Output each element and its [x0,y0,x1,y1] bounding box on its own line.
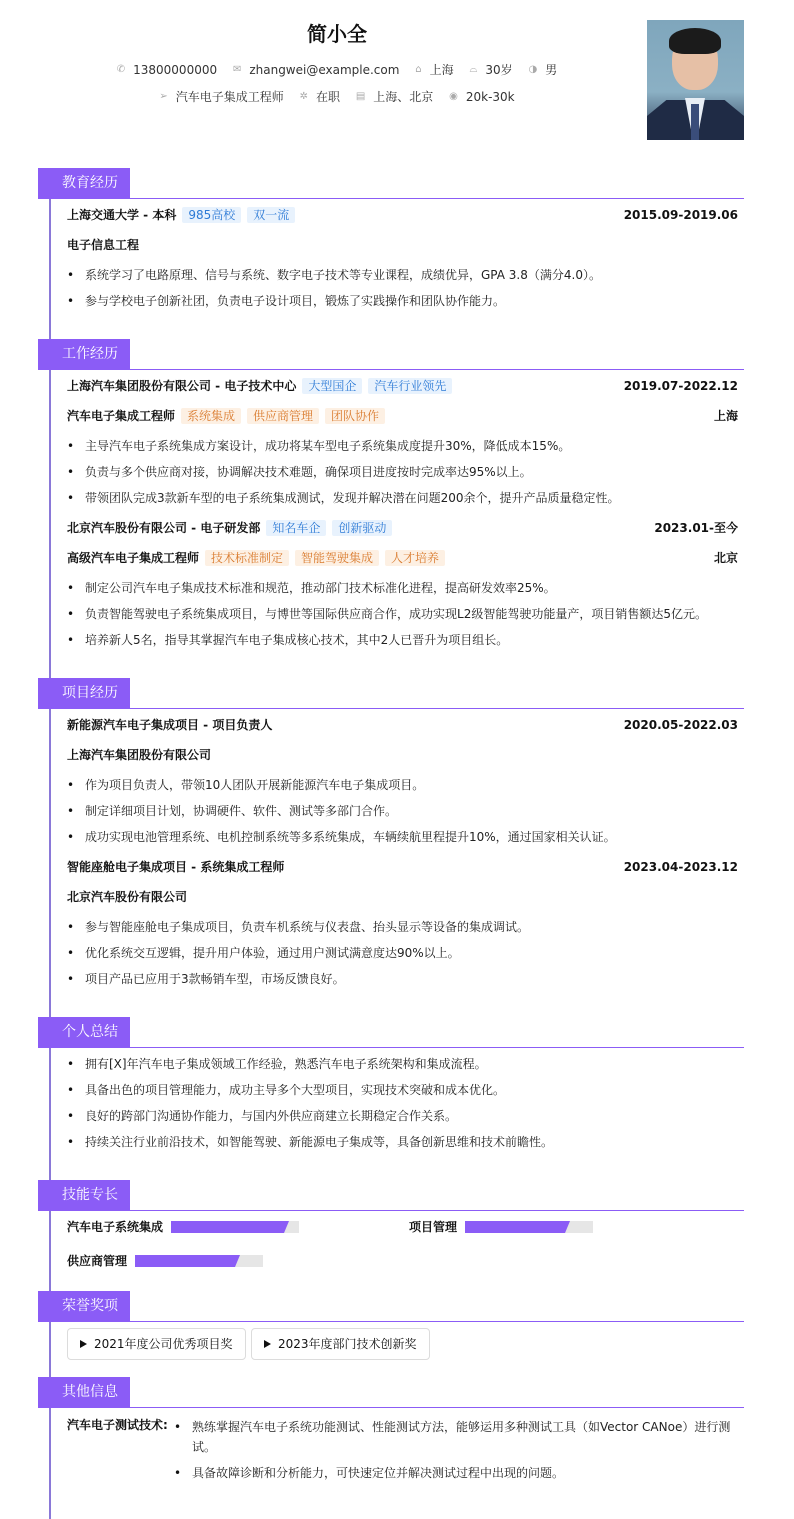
list-item: • 系统学习了电路原理、信号与系统、数字电子技术等专业课程，成绩优异，GPA 3.8（满分4.0）。 [67,267,738,283]
section-divider [38,198,744,199]
work-city: 上海 [713,409,738,423]
age-icon: ⌓ [469,64,478,75]
target-city-text: 上海、北京 [373,90,434,104]
school-name: 上海交通大学 - 本科 [67,208,177,222]
section-divider [38,369,744,370]
other-label: 汽车电子测试技术: [67,1418,168,1432]
age-text: 30岁 [485,63,513,77]
project-title: 智能座舱电子集成项目 - 系统集成工程师 [67,860,285,874]
job-intent-line [0,88,674,105]
section-title-honors: 荣誉奖项 [38,1291,130,1321]
honor-badge [251,1328,430,1360]
list-item: • 制定详细项目计划，协调硬件、软件、测试等多部门合作。 [67,803,738,819]
honor-text: 2023年度部门技术创新奖 [278,1337,417,1351]
section-title-skills: 技能专长 [38,1180,130,1210]
section-title-projects: 项目经历 [38,678,130,708]
tag: 双一流 [247,207,295,223]
section-divider [38,1210,744,1211]
honor-badge [67,1328,246,1360]
gender-text: 男 [545,63,558,77]
tag: 汽车行业领先 [368,378,452,394]
candidate-name: 简小全 [307,22,367,46]
salary-text: 20k-30k [465,89,515,104]
education-date: 2015.09-2019.06 [623,208,738,222]
section-title-other: 其他信息 [38,1377,130,1407]
work-date: 2019.07-2022.12 [623,379,738,393]
project-title-row [67,859,738,875]
skill-bar [465,1221,593,1233]
role-name: 高级汽车电子集成工程师 [67,551,200,565]
list-item: • 主导汽车电子系统集成方案设计，成功将某车型电子系统集成度提升30%，降低成本15%。 [67,438,738,454]
play-icon [80,1340,87,1348]
work-company-row [67,378,738,394]
list-item: • 参与智能座舱电子集成项目，负责车机系统与仪表盘、抬头显示等设备的集成调试。 [67,919,738,935]
target-role-item [159,88,283,105]
project-org: 北京汽车股份有限公司 [67,890,188,904]
skill-label: 项目管理 [409,1220,458,1234]
skill-label: 汽车电子系统集成 [67,1220,164,1234]
city-item [415,61,453,78]
section-divider [38,1321,744,1322]
send-icon: ➢ [159,91,168,102]
section-divider [38,1047,744,1048]
skill-label: 供应商管理 [67,1254,128,1268]
work-role-row [67,550,738,566]
project-date: 2023.04-2023.12 [623,860,738,874]
list-item: • 负责智能驾驶电子系统集成项目，与博世等国际供应商合作，成功实现L2级智能驾驶功能量产，项目销售额达5亿元。 [67,606,738,622]
list-item: • 具备出色的项目管理能力，成功主导多个大型项目，实现技术突破和成本优化。 [67,1082,738,1098]
project-title: 新能源汽车电子集成项目 - 项目负责人 [67,718,273,732]
status-text: 在职 [315,90,340,104]
project-org: 上海汽车集团股份有限公司 [67,748,212,762]
list-item: • 优化系统交互逻辑，提升用户体验，通过用户测试满意度达90%以上。 [67,945,738,961]
role-name: 汽车电子集成工程师 [67,409,176,423]
tag: 985高校 [182,207,241,223]
contact-line [0,61,674,78]
list-item: • 作为项目负责人，带领10人团队开展新能源汽车电子集成项目。 [67,777,738,793]
list-item: • 带领团队完成3款新车型的电子系统集成测试，发现并解决潜在问题200余个，提升产品质量稳定性。 [67,490,738,506]
status-icon: ✲ [299,91,308,102]
email-item [233,63,400,77]
building-icon: ▤ [355,91,366,102]
project-date: 2020.05-2022.03 [623,718,738,732]
phone-icon: ✆ [116,64,126,75]
profile-photo [647,20,744,140]
list-item: • 项目产品已应用于3款畅销车型，市场反馈良好。 [67,971,738,987]
tag: 人才培养 [385,550,445,566]
education-school-row [67,207,738,223]
list-item: • 成功实现电池管理系统、电机控制系统等多系统集成，车辆续航里程提升10%，通过国家相关认证。 [67,829,738,845]
skill-bar [171,1221,299,1233]
work-role-row [67,408,738,424]
skill-bar-fill [135,1255,235,1267]
company-name: 上海汽车集团股份有限公司 - 电子技术中心 [67,379,297,393]
salary-item [449,90,515,104]
tag: 大型国企 [302,378,362,394]
section-title-summary: 个人总结 [38,1017,130,1047]
education-major: 电子信息工程 [67,238,140,252]
section-title-work: 工作经历 [38,339,130,369]
target-city-item [356,88,433,105]
section-divider [38,708,744,709]
tag: 技术标准制定 [205,550,289,566]
city-text: 上海 [429,63,454,77]
tag: 团队协作 [325,408,385,424]
section-divider [38,1407,744,1408]
tag: 创新驱动 [332,520,392,536]
phone-text: 13800000000 [133,62,218,77]
phone-item [117,63,217,77]
list-item: • 制定公司汽车电子集成技术标准和规范，推动部门技术标准化进程，提高研发效率25%。 [67,580,738,596]
list-item: • 拥有[X]年汽车电子集成领域工作经验，熟悉汽车电子系统架构和集成流程。 [67,1056,738,1072]
list-item: • 负责与多个供应商对接，协调解决技术难题，确保项目进度按时完成率达95%以上。 [67,464,738,480]
company-name: 北京汽车股份有限公司 - 电子研发部 [67,521,261,535]
play-icon [264,1340,271,1348]
list-item: • 熟练掌握汽车电子系统功能测试、性能测试方法，能够运用多种测试工具（如Vector CANoe）进行测试。 [174,1417,738,1457]
list-item: • 培养新人5名，指导其掌握汽车电子集成核心技术，其中2人已晋升为项目组长。 [67,632,738,648]
tag: 智能驾驶集成 [295,550,379,566]
skill-bar [135,1255,263,1267]
honor-text: 2021年度公司优秀项目奖 [94,1337,233,1351]
tag: 知名车企 [266,520,326,536]
age-item [469,61,512,78]
list-item: • 持续关注行业前沿技术，如智能驾驶、新能源电子集成等，具备创新思维和技术前瞻性。 [67,1134,738,1150]
work-company-row [67,520,738,536]
resume-header [0,0,794,150]
skill-bar-fill [465,1221,565,1233]
salary-icon: ◉ [449,91,458,102]
tag: 供应商管理 [247,408,319,424]
skill-bar-fill [171,1221,284,1233]
gender-item [529,61,558,78]
project-title-row [67,717,738,733]
target-role-text: 汽车电子集成工程师 [175,90,284,104]
gender-icon: ◑ [528,64,538,75]
list-item: • 良好的跨部门沟通协作能力，与国内外供应商建立长期稳定合作关系。 [67,1108,738,1124]
tag: 系统集成 [181,408,241,424]
email-text: zhangwei@example.com [249,62,400,77]
work-city: 北京 [713,551,738,565]
list-item: • 具备故障诊断和分析能力，可快速定位并解决测试过程中出现的问题。 [174,1465,738,1481]
list-item: • 参与学校电子创新社团，负责电子设计项目，锻炼了实践操作和团队协作能力。 [67,293,738,309]
section-title-education: 教育经历 [38,168,130,198]
status-item [300,88,340,105]
work-date: 2023.01-至今 [654,521,738,535]
mail-icon: ✉ [232,64,242,75]
home-icon: ⌂ [415,64,422,75]
